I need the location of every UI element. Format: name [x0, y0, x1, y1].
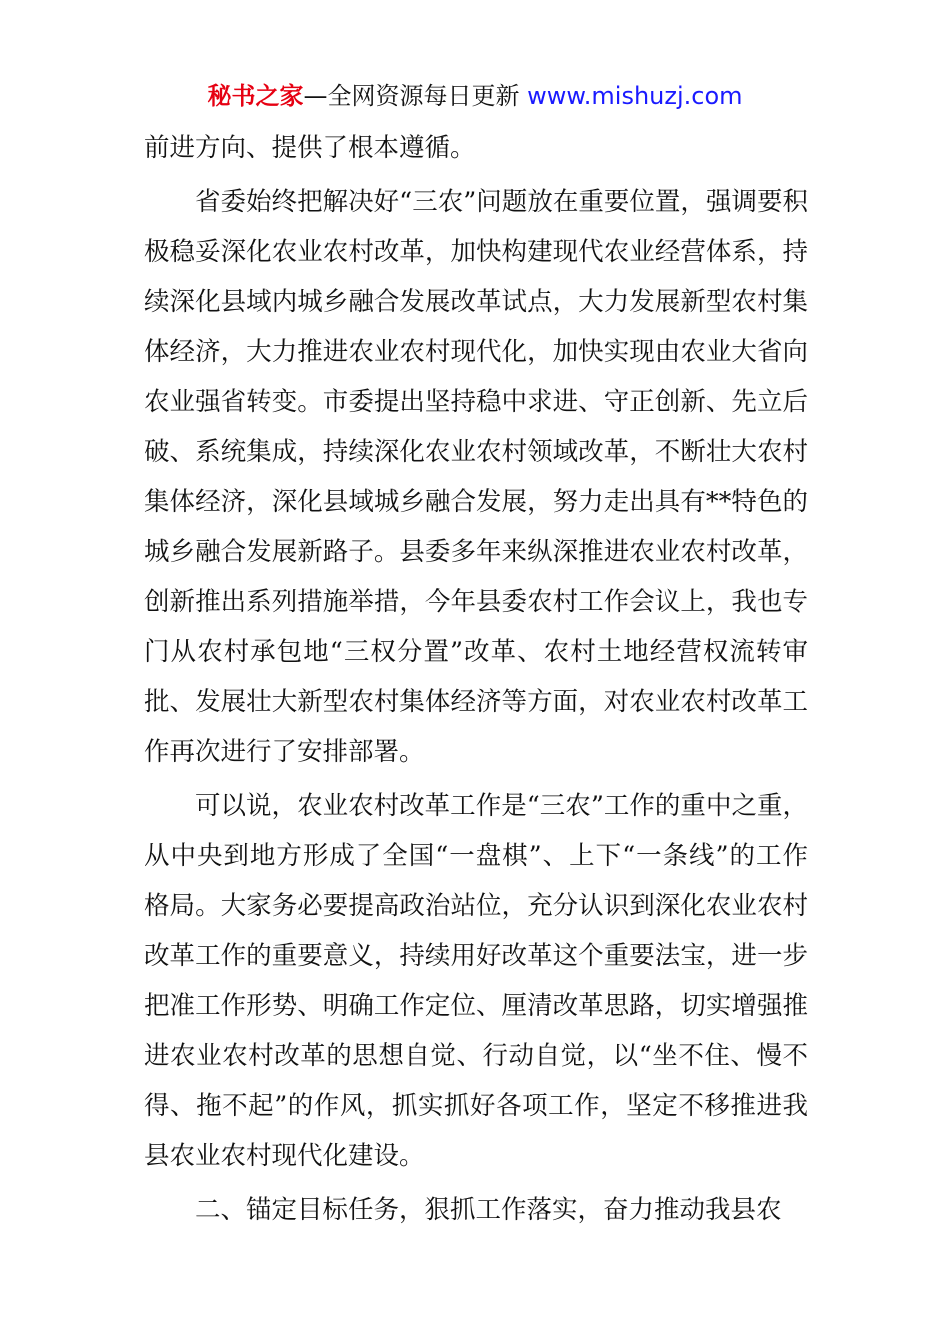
- paragraph-summary: 可以说，农业农村改革工作是“三农”工作的重中之重，从中央到地方形成了全国“一盘棋”、上下“一条线”的工作格局。大家务必要提高政治站位，充分认识到深化农业农村改革工作的重要意义，持续用好改革这个重要法宝，进一步把准工作形势、明确工作定位、厘清改革思路，切实增强推进农业农村改革的思想自觉、行动自觉，以“坐不住、慢不得、拖不起”的作风，抓实抓好各项工作，坚定不移推进我县农业农村现代化建设。: [144, 791, 808, 1171]
- site-header: [0, 80, 950, 112]
- site-tagline: —全网资源每日更新: [303, 82, 528, 110]
- section-heading: 二、锚定目标任务，狠抓工作落实，奋力推动我县农: [195, 1195, 782, 1225]
- site-url-link[interactable]: www.mishuzj.com: [527, 82, 743, 110]
- paragraph-provincial-committee: 省委始终把解决好“三农”问题放在重要位置，强调要积极稳妥深化农业农村改革，加快构建现代农业经营体系，持续深化县域内城乡融合发展改革试点，大力发展新型农村集体经济，大力推进农业农村现代化，加快实现由农业大省向农业强省转变。市委提出坚持稳中求进、守正创新、先立后破、系统集成，持续深化农业农村领域改革，不断壮大农村集体经济，深化县域城乡融合发展，努力走出具有**特色的城乡融合发展新路子。县委多年来纵深推进农业农村改革，创新推出系列措施举措，今年县委农村工作会议上，我也专门从农村承包地“三权分置”改革、农村土地经营权流转审批、发展壮大新型农村集体经济等方面，对农业农村改革工作再次进行了安排部署。: [144, 187, 808, 767]
- site-brand: 秘书之家: [207, 82, 304, 110]
- document-body: [144, 123, 808, 1235]
- paragraph-continuation: 前进方向、提供了根本遵循。: [144, 133, 476, 163]
